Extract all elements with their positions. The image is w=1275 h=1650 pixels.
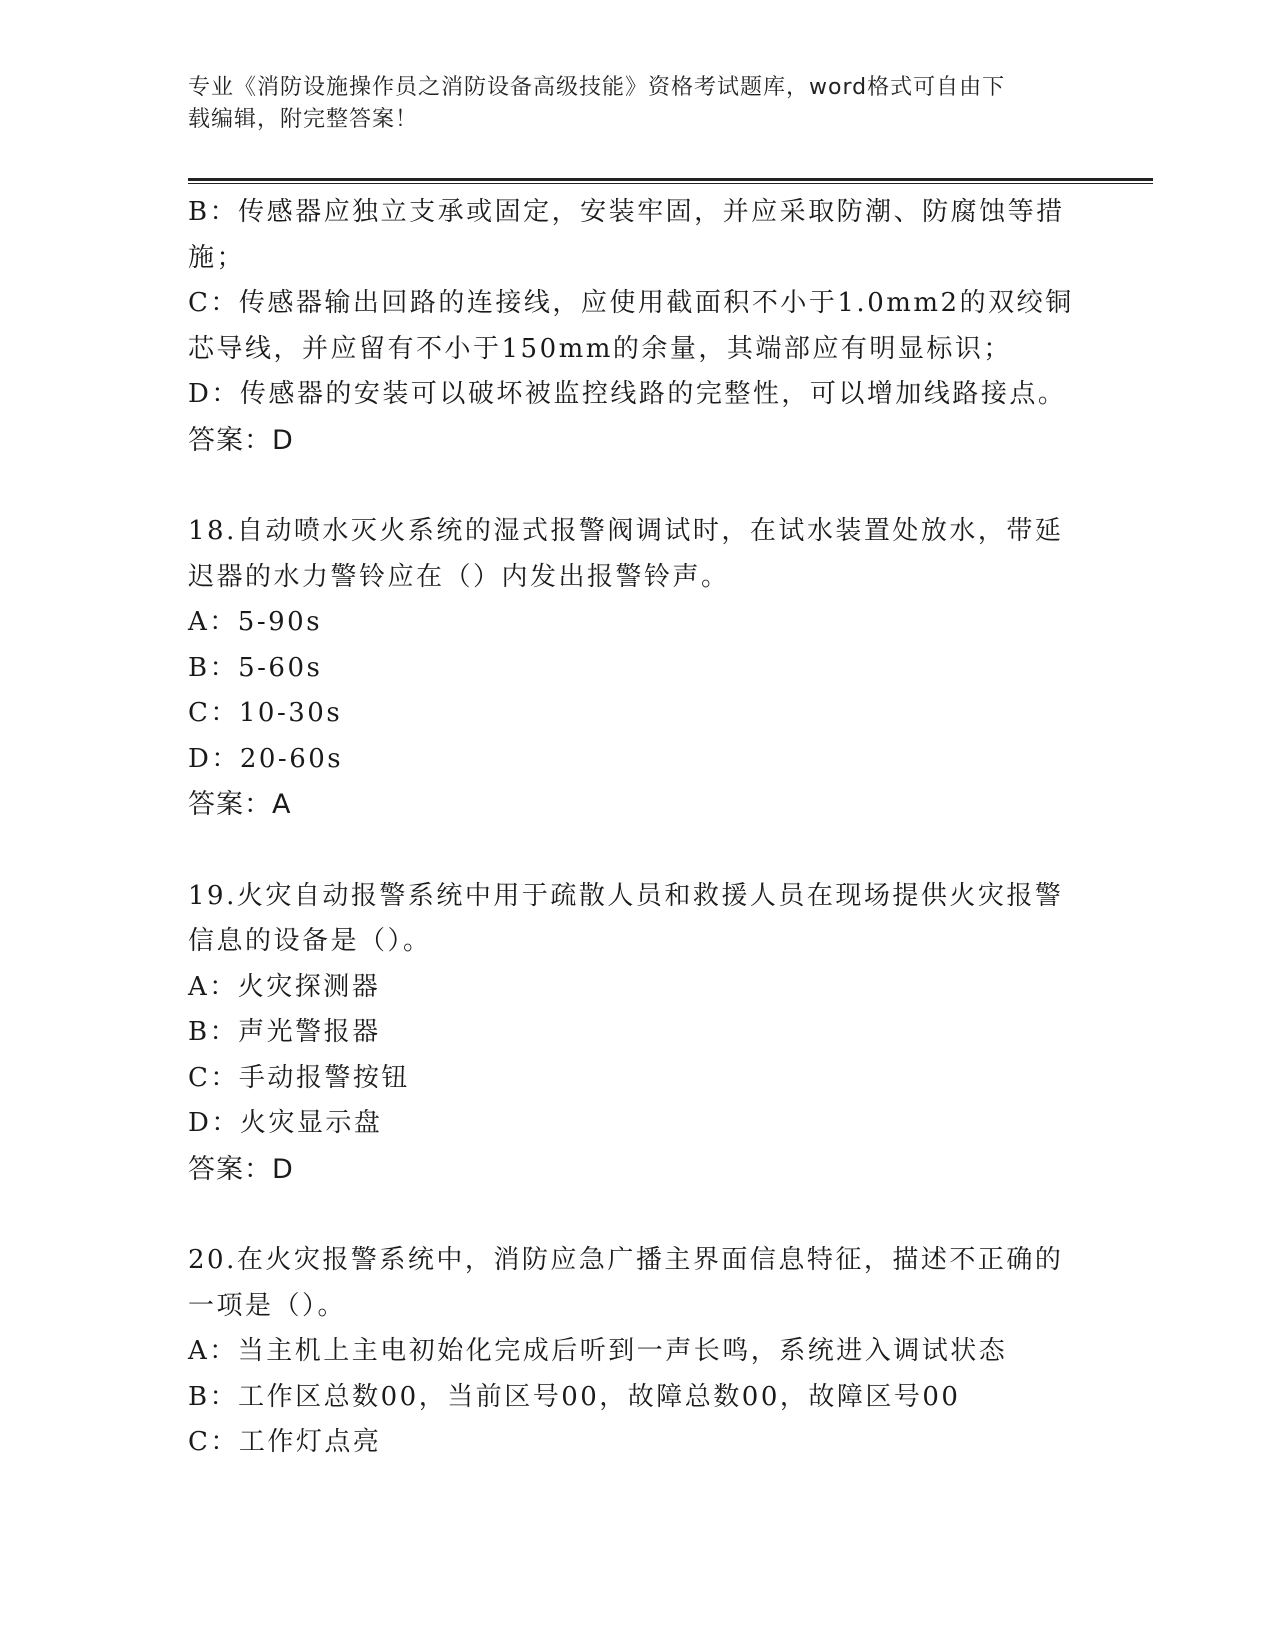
option-b: B：声光警报器 [188, 1017, 381, 1047]
header-rule-thin [188, 183, 1153, 184]
answer: 答案：D [188, 1153, 294, 1185]
spacer [188, 463, 1088, 509]
option-d: D：20-60s [188, 743, 344, 774]
option-b: B：5-60s [188, 652, 323, 683]
option-b: B：工作区总数00，当前区号00，故障总数00，故障区号00 [188, 1381, 961, 1412]
question-stem-line-2: 迟器的水力警铃应在（）内发出报警铃声。 [188, 561, 730, 592]
answer: 答案：A [188, 789, 292, 820]
spacer [188, 828, 1088, 874]
option-b-line-1: B：传感器应独立支承或固定，安装牢固，并应采取防潮、防腐蚀等措 [188, 197, 1065, 227]
question-19 [188, 874, 1088, 1193]
option-c: C：工作灯点亮 [188, 1427, 382, 1457]
option-c-line-2: 芯导线，并应留有不小于150mm的余量，其端部应有明显标识； [188, 333, 1012, 364]
option-c: C：手动报警按钮 [188, 1062, 410, 1093]
option-b-line-2: 施； [188, 242, 246, 273]
option-c: C：10-30s [188, 698, 343, 728]
header-line-1: 专业《消防设施操作员之消防设备高级技能》资格考试题库，word格式可自由下 [188, 75, 1006, 100]
question-stem-line-2: 一项是（）。 [188, 1290, 347, 1321]
option-d: D：火灾显示盘 [188, 1108, 383, 1138]
option-a: A：当主机上主电初始化完成后听到一声长鸣，系统进入调试状态 [188, 1336, 1008, 1366]
option-a: A：火灾探测器 [188, 971, 381, 1002]
header-rule [188, 178, 1153, 181]
header-line-2: 载编辑，附完整答案！ [188, 107, 419, 132]
question-20 [188, 1238, 1088, 1466]
question-stem-line-2: 信息的设备是（）。 [188, 926, 432, 956]
question-17-continued [188, 190, 1088, 463]
option-d: D：传感器的安装可以破坏被监控线路的完整性，可以增加线路接点。 [188, 379, 1067, 409]
question-stem-line-1: 19.火灾自动报警系统中用于疏散人员和救援人员在现场提供火灾报警 [188, 880, 1064, 911]
option-a: A：5-90s [188, 607, 323, 637]
spacer [188, 1192, 1088, 1238]
answer: 答案：D [188, 424, 294, 456]
option-c-line-1: C：传感器输出回路的连接线，应使用截面积不小于1.0mm2的双绞铜 [188, 288, 1074, 318]
document-content [188, 190, 1088, 1466]
question-stem-line-1: 20.在火灾报警系统中，消防应急广播主界面信息特征，描述不正确的 [188, 1245, 1064, 1275]
question-stem-line-1: 18.自动喷水灭火系统的湿式报警阀调试时，在试水装置处放水，带延 [188, 516, 1064, 546]
question-18 [188, 509, 1088, 828]
document-header [188, 72, 1088, 136]
